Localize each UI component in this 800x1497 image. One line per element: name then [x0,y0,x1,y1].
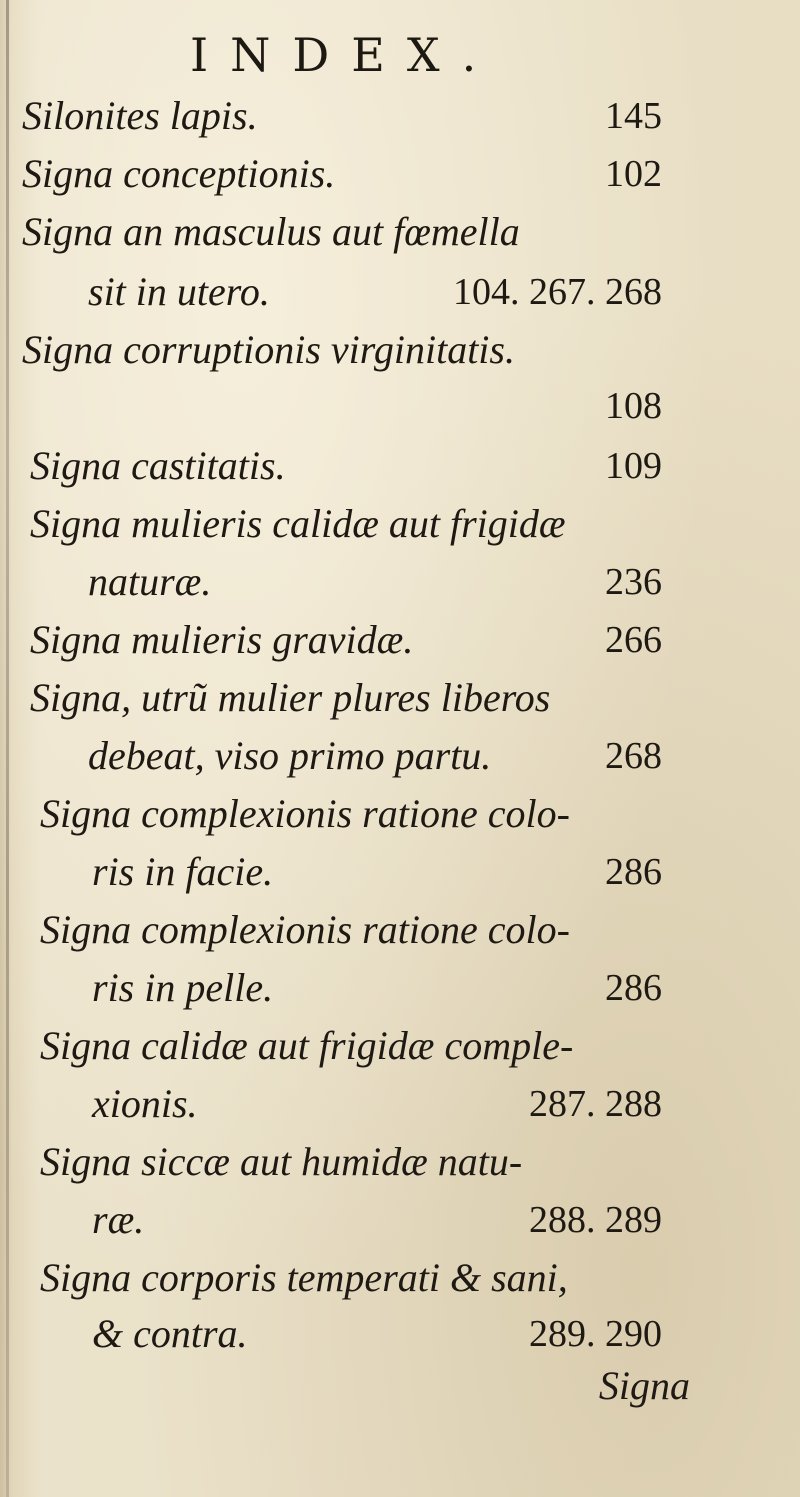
entry-text: Signa mulieris gravidæ. [30,617,414,662]
entry-text: & contra. [92,1311,248,1356]
entry-pages: 109 [605,445,662,487]
page-header: INDEX. [190,28,499,82]
entry-pages: 236 [605,561,662,603]
catchword: Signa [598,1363,690,1408]
entry-text: Signa castitatis. [30,443,286,488]
entry-text: Signa mulieris calidæ aut frigidæ [30,501,566,546]
entry-pages: 287. 288 [529,1083,662,1125]
entry-pages: 266 [605,619,662,661]
entry-text: Signa corruptionis virginitatis. [22,327,515,372]
entry-text: debeat, viso primo partu. [88,733,492,778]
entry-pages: 145 [605,95,662,137]
entry-pages: 288. 289 [529,1199,662,1241]
entry-text: ræ. [92,1197,145,1242]
entry-text: Signa, utrũ mulier plures liberos [30,675,551,720]
entry-text: sit in utero. [88,269,270,314]
entry-text: naturæ. [88,559,212,604]
entry-pages: 108 [605,385,662,427]
entry-text: Signa siccæ aut humidæ natu- [40,1139,523,1184]
entry-text: Silonites lapis. [22,93,258,138]
entry-text: Signa complexionis ratione colo- [40,791,570,836]
entry-pages: 286 [605,851,662,893]
entry-text: Signa complexionis ratione colo- [40,907,570,952]
entry-text: ris in facie. [92,849,274,894]
entry-pages: 286 [605,967,662,1009]
entry-pages: 104. 267. 268 [453,271,662,313]
entry-text: Signa corporis temperati & sani, [40,1255,568,1300]
entry-text: Signa an masculus aut fœmella [22,209,520,254]
entry-text: ris in pelle. [92,965,274,1010]
page-gutter-edge [6,0,9,1497]
entry-text: Signa conceptionis. [22,151,336,196]
entry-pages: 268 [605,735,662,777]
entry-text: xionis. [92,1081,198,1126]
entry-text: Signa calidæ aut frigidæ comple- [40,1023,574,1068]
entry-pages: 102 [605,153,662,195]
entry-pages: 289. 290 [529,1313,662,1355]
